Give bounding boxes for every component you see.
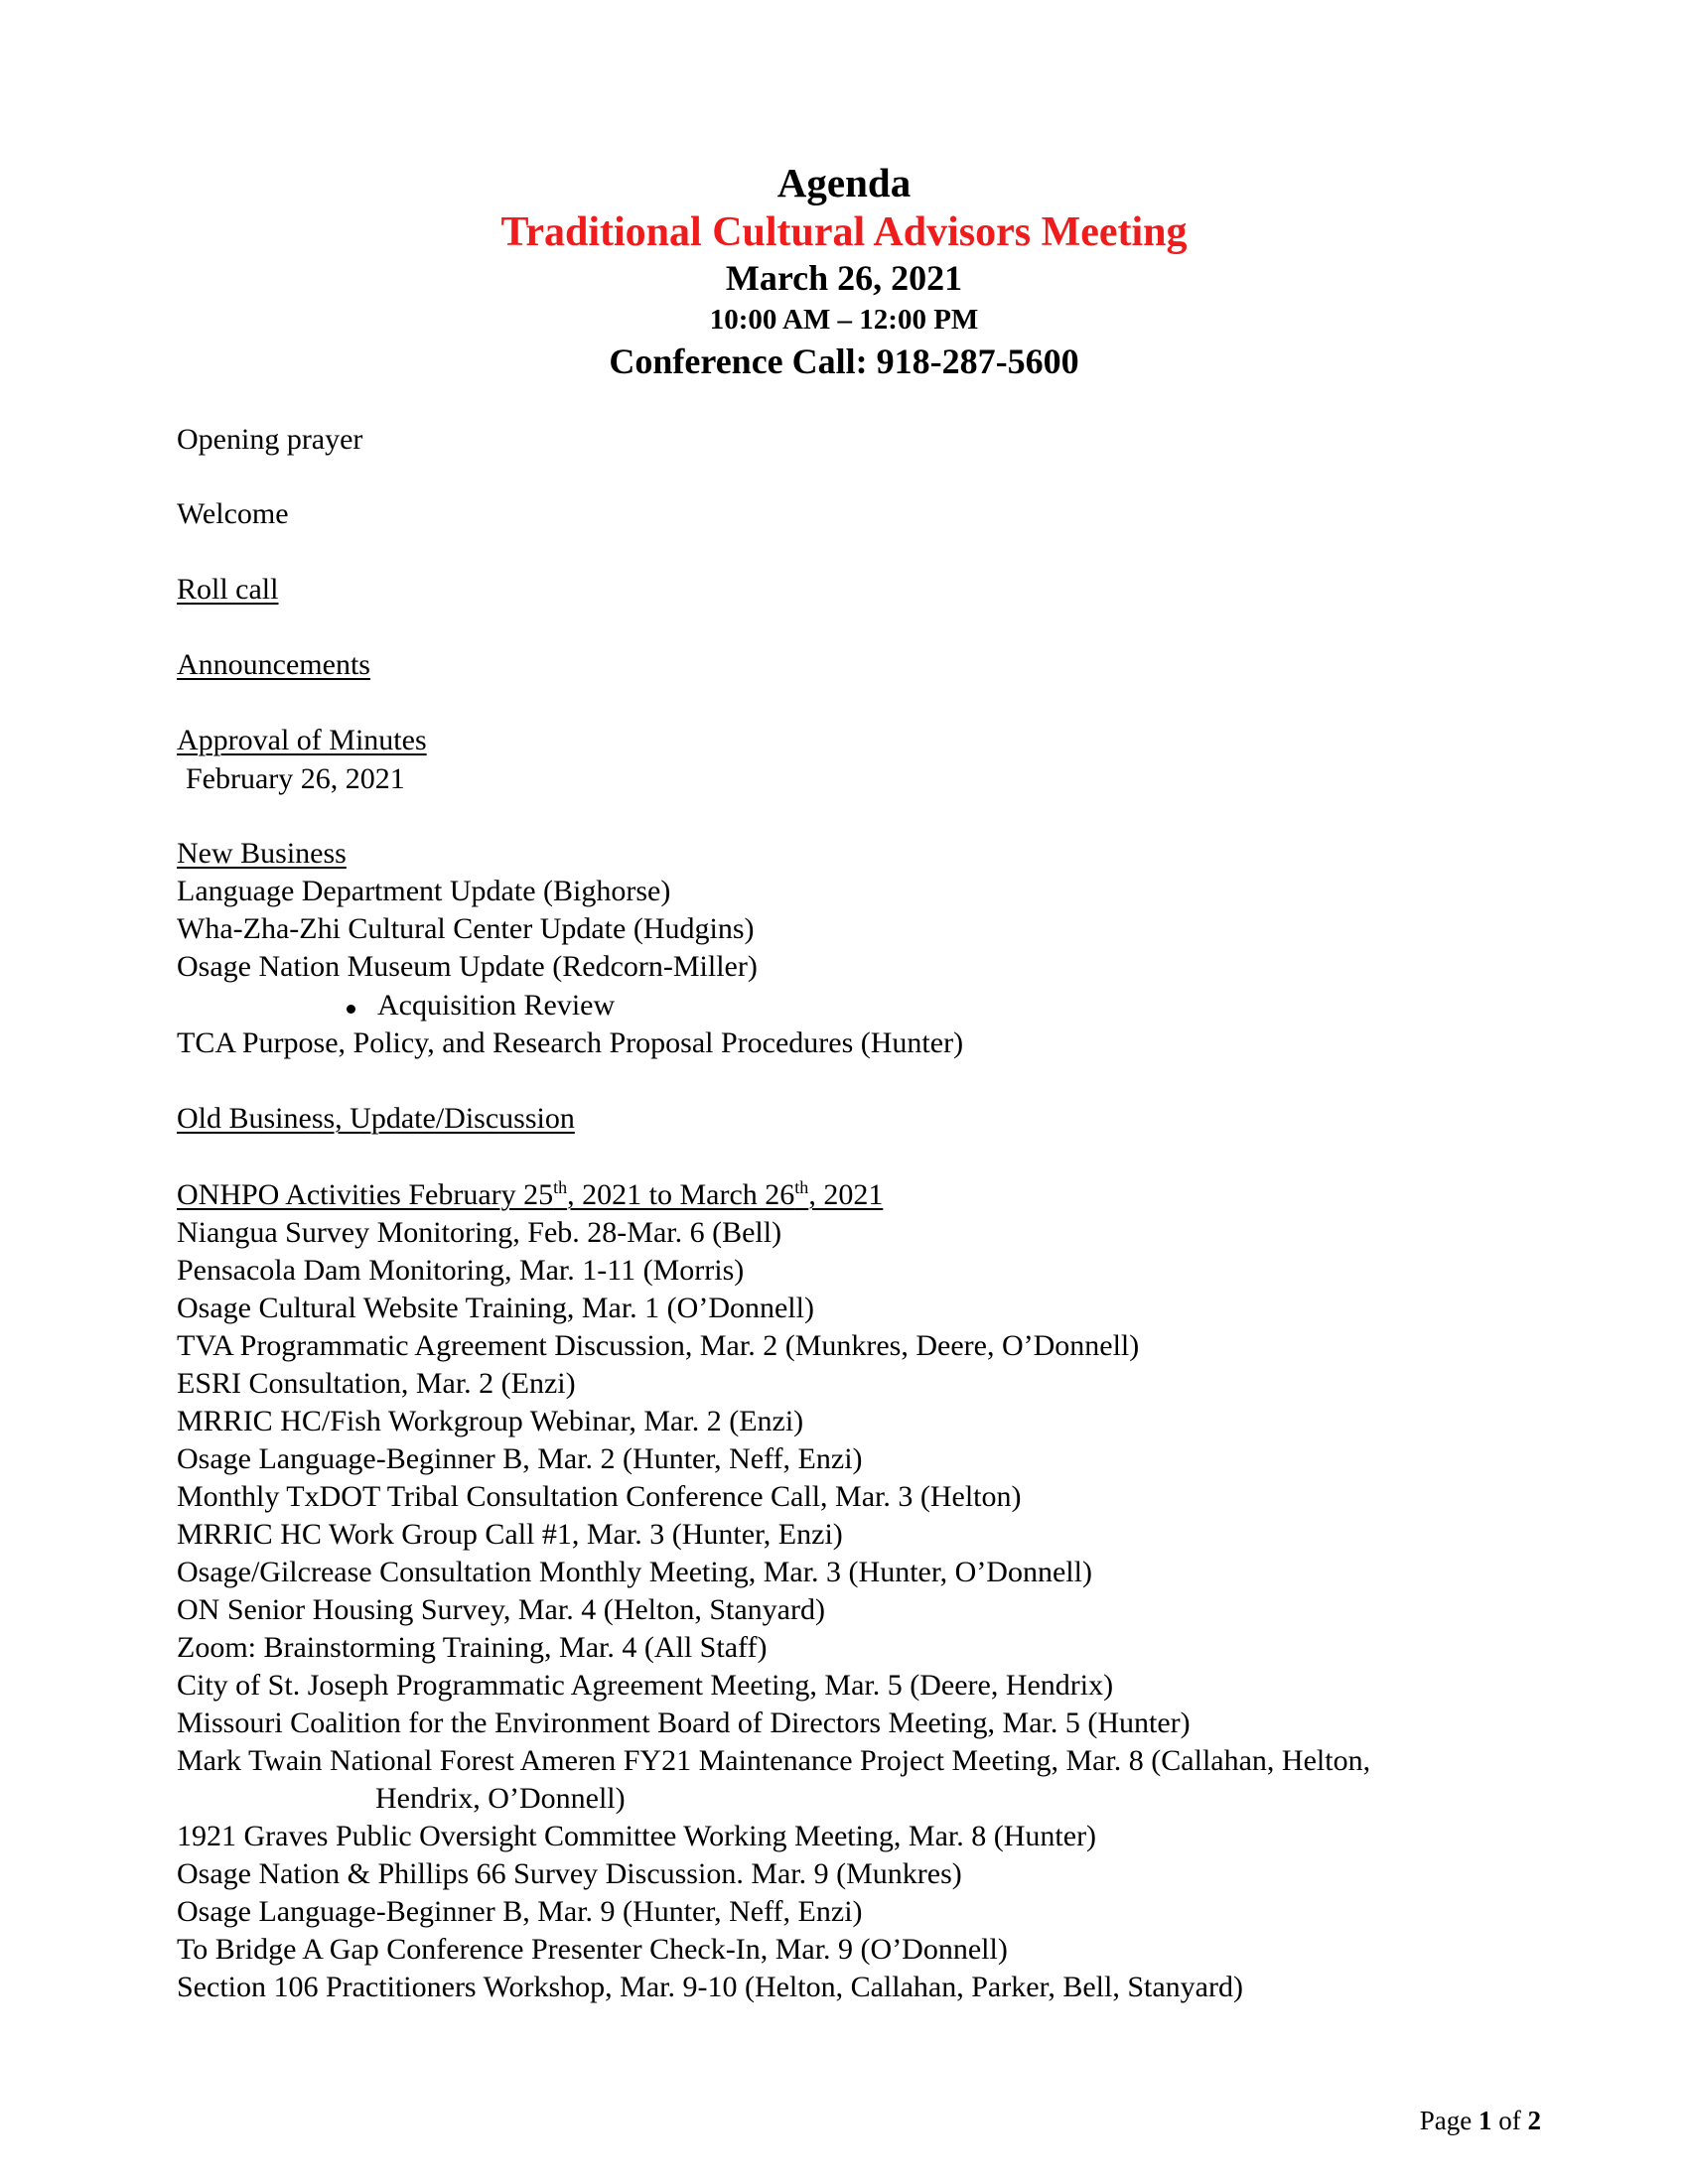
list-item: Section 106 Practitioners Workshop, Mar. 9-10 (Helton, Callahan, Parker, Bell, Stanyard) bbox=[177, 1971, 1243, 2003]
list-item: Osage Language-Beginner B, Mar. 2 (Hunter, Neff, Enzi) bbox=[177, 1442, 863, 1475]
list-item: TVA Programmatic Agreement Discussion, Mar. 2 (Munkres, Deere, O’Donnell) bbox=[177, 1329, 1140, 1362]
roll-call-heading: Roll call bbox=[177, 573, 279, 606]
announcements-heading: Announcements bbox=[177, 648, 370, 681]
conference-call: Conference Call: 918-287-5600 bbox=[609, 341, 1079, 381]
list-item: Niangua Survey Monitoring, Feb. 28-Mar. 6 (Bell) bbox=[177, 1216, 782, 1249]
list-item: Osage Cultural Website Training, Mar. 1 (O’Donnell) bbox=[177, 1292, 814, 1324]
list-item: Acquisition Review bbox=[377, 989, 616, 1022]
list-item: 1921 Graves Public Oversight Committee Working Meeting, Mar. 8 (Hunter) bbox=[177, 1820, 1097, 1852]
list-item: Osage Nation Museum Update (Redcorn-Miller) bbox=[177, 950, 758, 983]
list-item: ESRI Consultation, Mar. 2 (Enzi) bbox=[177, 1367, 576, 1400]
list-item: Osage Nation & Phillips 66 Survey Discussion. Mar. 9 (Munkres) bbox=[177, 1857, 962, 1890]
welcome: Welcome bbox=[177, 497, 289, 530]
list-item: Pensacola Dam Monitoring, Mar. 1-11 (Morris) bbox=[177, 1254, 745, 1287]
list-item: ON Senior Housing Survey, Mar. 4 (Helton, Stanyard) bbox=[177, 1593, 825, 1626]
list-item: Missouri Coalition for the Environment Board of Directors Meeting, Mar. 5 (Hunter) bbox=[177, 1706, 1191, 1739]
new-business-heading: New Business bbox=[177, 837, 347, 870]
list-item: MRRIC HC/Fish Workgroup Webinar, Mar. 2 (Enzi) bbox=[177, 1405, 804, 1437]
approval-of-minutes-heading: Approval of Minutes bbox=[177, 724, 427, 756]
list-item-continuation: Hendrix, O’Donnell) bbox=[375, 1782, 626, 1815]
list-item: City of St. Joseph Programmatic Agreement Meeting, Mar. 5 (Deere, Hendrix) bbox=[177, 1669, 1114, 1702]
list-item: To Bridge A Gap Conference Presenter Check-In, Mar. 9 (O’Donnell) bbox=[177, 1933, 1008, 1966]
list-item: Wha-Zha-Zhi Cultural Center Update (Hudgins) bbox=[177, 912, 755, 945]
bullet-icon bbox=[347, 1005, 355, 1014]
list-item: TCA Purpose, Policy, and Research Proposal Procedures (Hunter) bbox=[177, 1026, 964, 1059]
list-item: MRRIC HC Work Group Call #1, Mar. 3 (Hunter, Enzi) bbox=[177, 1518, 843, 1551]
list-item: Mark Twain National Forest Ameren FY21 Maintenance Project Meeting, Mar. 8 (Callahan, Helton, bbox=[177, 1744, 1371, 1777]
meeting-time: 10:00 AM – 12:00 PM bbox=[709, 304, 979, 336]
onhpo-activities-heading: ONHPO Activities February 25th, 2021 to March 26th, 2021 bbox=[177, 1177, 884, 1211]
list-item: Osage Language-Beginner B, Mar. 9 (Hunter, Neff, Enzi) bbox=[177, 1895, 863, 1928]
meeting-date: March 26, 2021 bbox=[725, 258, 963, 298]
list-item: Monthly TxDOT Tribal Consultation Conference Call, Mar. 3 (Helton) bbox=[177, 1480, 1022, 1513]
minutes-date: February 26, 2021 bbox=[186, 762, 405, 795]
page-number: Page 1 of 2 bbox=[1419, 2106, 1541, 2135]
agenda-title: Agenda bbox=[776, 160, 912, 205]
opening-prayer: Opening prayer bbox=[177, 423, 363, 456]
list-item: Zoom: Brainstorming Training, Mar. 4 (All Staff) bbox=[177, 1631, 768, 1664]
meeting-name: Traditional Cultural Advisors Meeting bbox=[500, 209, 1188, 255]
list-item: Language Department Update (Bighorse) bbox=[177, 875, 671, 907]
old-business-heading: Old Business, Update/Discussion bbox=[177, 1102, 575, 1135]
list-item: Osage/Gilcrease Consultation Monthly Meeting, Mar. 3 (Hunter, O’Donnell) bbox=[177, 1556, 1092, 1588]
